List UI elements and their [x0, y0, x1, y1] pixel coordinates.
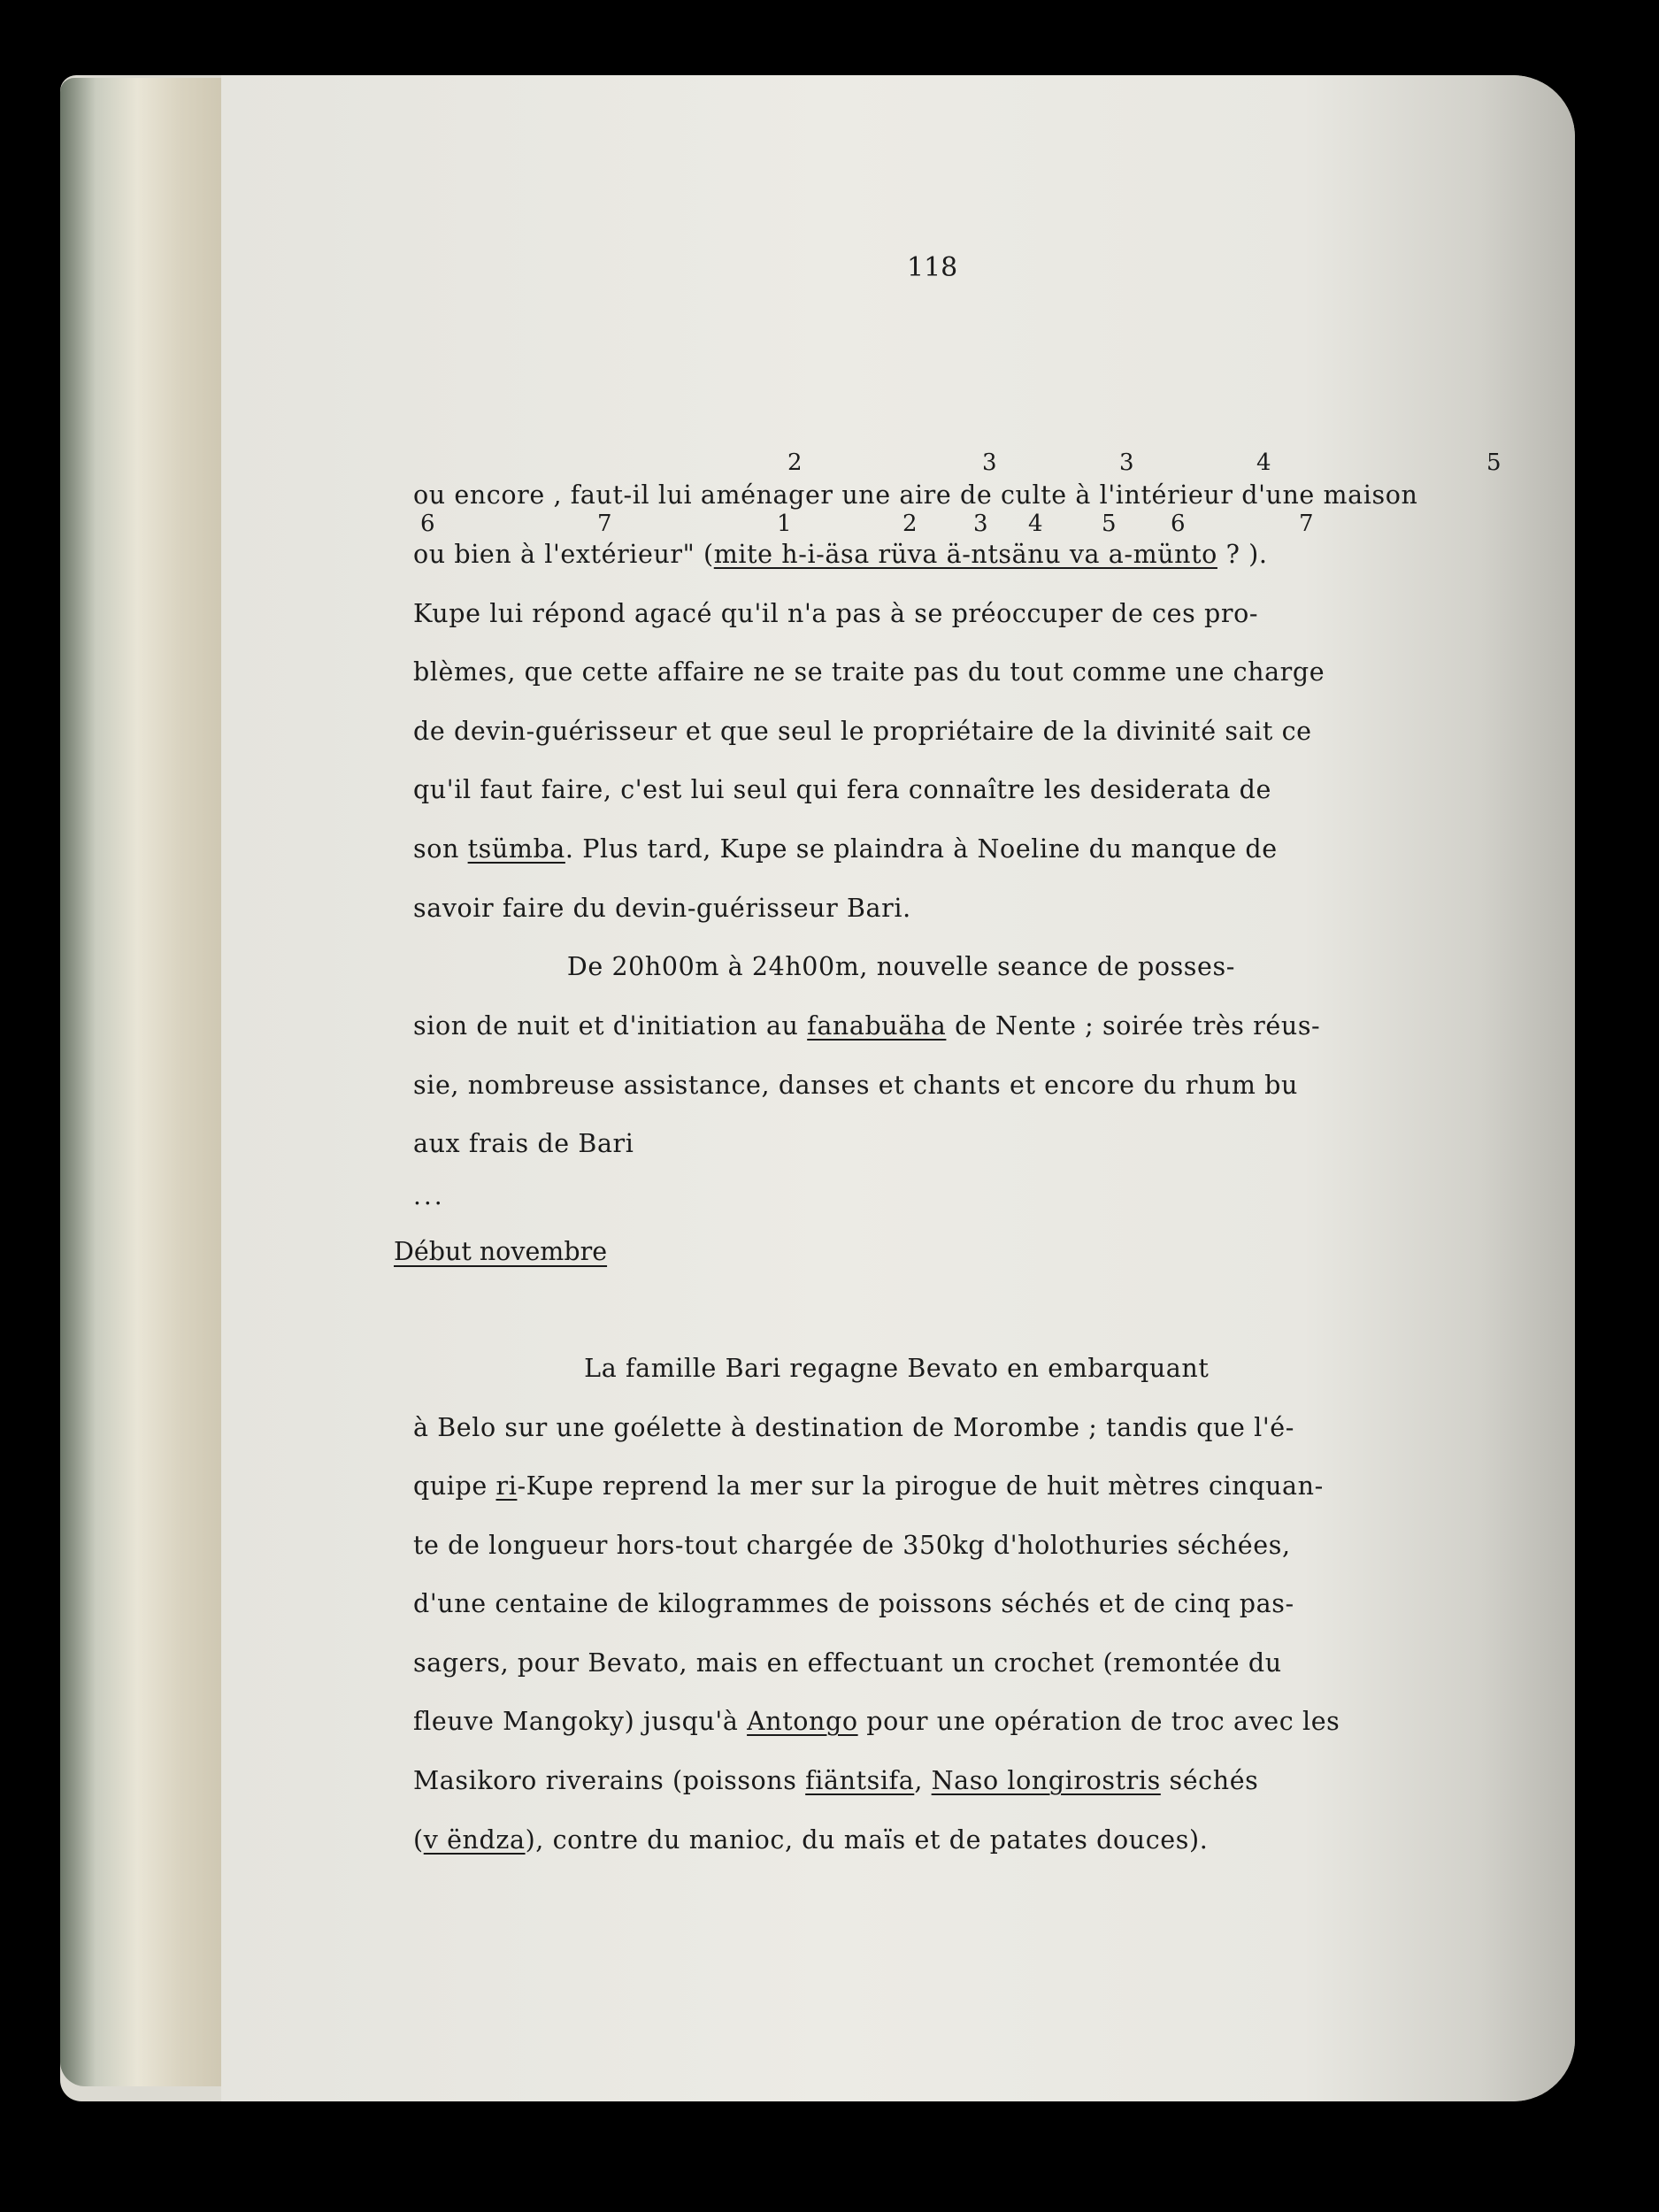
text-line: La famille Bari regagne Bevato en embarquant — [413, 1354, 1210, 1383]
text-line: ou encore , faut-il lui aménager une aire de culte à l'intérieur d'une maison — [413, 480, 1418, 510]
text-line: quipe ri-Kupe reprend la mer sur la pirogue de huit mètres cinquan- — [413, 1471, 1324, 1501]
underlined-term: Antongo — [747, 1707, 858, 1736]
tone-number: 3 — [973, 511, 988, 537]
text-line: à Belo sur une goélette à destination de Morombe ; tandis que l'é- — [413, 1413, 1294, 1442]
tone-number: 2 — [902, 511, 918, 537]
tone-number: 7 — [597, 511, 612, 537]
underlined-term: tsümba — [467, 834, 565, 864]
tone-number: 4 — [1028, 511, 1043, 537]
tone-number: 5 — [1102, 511, 1117, 537]
tone-number: 5 — [1486, 449, 1502, 476]
tone-number: 3 — [982, 449, 997, 476]
text-line: fleuve Mangoky) jusqu'à Antongo pour une opération de troc avec les — [413, 1707, 1340, 1736]
text-line: son tsümba. Plus tard, Kupe se plaindra à Noeline du manque de — [413, 834, 1278, 864]
text-line: sie, nombreuse assistance, danses et chants et encore du rhum bu — [413, 1071, 1298, 1100]
text-line: Masikoro riverains (poissons fiäntsifa, Naso longirostris séchés — [413, 1766, 1259, 1795]
tone-number: 7 — [1299, 511, 1314, 537]
underlined-term: v ëndza — [423, 1825, 526, 1855]
text-line: sion de nuit et d'initiation au fanabuäha de Nente ; soirée très réus- — [413, 1011, 1321, 1041]
tone-number: 3 — [1119, 449, 1134, 476]
text-line: qu'il faut faire, c'est lui seul qui fera connaître les desiderata de — [413, 775, 1271, 804]
page-number: 118 — [907, 252, 958, 283]
text-line: sagers, pour Bevato, mais en effectuant un crochet (remontée du — [413, 1648, 1282, 1678]
text-line: (v ëndza), contre du manioc, du maïs et de patates douces). — [413, 1825, 1209, 1855]
text-line: blèmes, que cette affaire ne se traite pas du tout comme une charge — [413, 657, 1325, 687]
text-line: De 20h00m à 24h00m, nouvelle seance de posses- — [413, 952, 1235, 981]
underlined-term: ri — [495, 1471, 518, 1501]
tone-number: 6 — [1171, 511, 1186, 537]
tone-number: 6 — [420, 511, 435, 537]
tone-number: 4 — [1256, 449, 1271, 476]
text-line: te de longueur hors-tout chargée de 350kg d'holothuries séchées, — [413, 1531, 1291, 1560]
text-line: de devin-guérisseur et que seul le propriétaire de la divinité sait ce — [413, 717, 1312, 746]
text-line: savoir faire du devin-guérisseur Bari. — [413, 894, 911, 923]
text-line: aux frais de Bari — [413, 1129, 634, 1158]
underlined-term: fanabuäha — [807, 1011, 947, 1041]
section-heading: Début novembre — [394, 1237, 608, 1266]
underlined-term: mite h-i-äsa rüva ä-ntsänu va a-münto — [713, 540, 1217, 569]
page-edges — [60, 78, 221, 2086]
text-line: d'une centaine de kilogrammes de poissons séchés et de cinq pas- — [413, 1589, 1294, 1618]
underlined-term: fiäntsifa — [805, 1766, 915, 1795]
underlined-term: Naso longirostris — [931, 1766, 1161, 1795]
tone-number: 2 — [787, 449, 803, 476]
tone-number: 1 — [777, 511, 792, 537]
ellipsis: ... — [413, 1181, 445, 1210]
text-line: ou bien à l'extérieur" (mite h-i-äsa rüva ä-ntsänu va a-münto ? ). — [413, 540, 1268, 569]
text-line: Kupe lui répond agacé qu'il n'a pas à se préoccuper de ces pro- — [413, 599, 1259, 628]
